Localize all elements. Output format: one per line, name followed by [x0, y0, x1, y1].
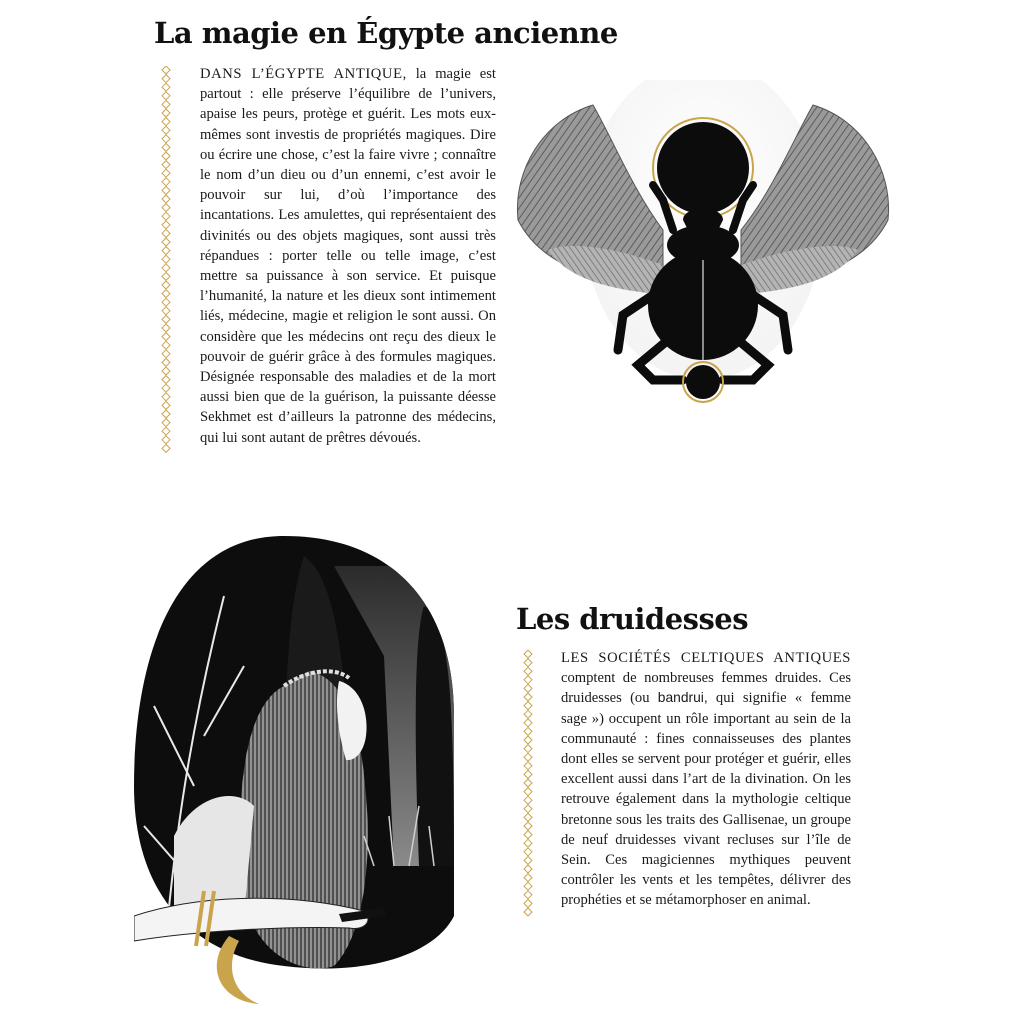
diamond-ornament — [162, 109, 170, 117]
diamond-ornament — [524, 813, 532, 821]
diamond-ornament — [162, 169, 170, 177]
diamond-ornament — [524, 676, 532, 684]
druids-lead: LES SOCIÉTÉS CELTIQUES ANTIQUES — [561, 650, 851, 666]
diamond-ornament — [524, 659, 532, 667]
egypt-body: la magie est partout : elle préserve l’équilibre de l’univers, apaise les peurs, protège et guérit. Les mots eux-mêmes sont investis de propriétés magiques. Dire ou écrire une chose, c’est la faire vivre ; connaître le nom d’un dieu ou d’un ennemi, c’est avoir le pouvoir sur lui, d’où l’importance des incantations. Les amulettes, qui représentaient des divinités ou des objets magiques, sont aussi très répandues : porter telle ou telle image, c’est mettre sa puissance à son service. Et puisque l’humanité, la nature et les dieux sont intimement liés, médecine, magie et religion le sont aussi. On considère que les médecins ont reçu des dieux le pouvoir de guérir grâce à des formules magiques. Désignée responsable des maladies et de la mort aussi bien que de la guérison, la puissante déesse Sekhmet est d’ailleurs la patronne des médecins, qui lui sont autant de prêtres dévoués. — [200, 66, 496, 446]
diamond-ornament — [162, 118, 170, 126]
diamond-ornament — [162, 255, 170, 263]
diamond-ornament — [524, 667, 532, 675]
diamond-ornament — [524, 788, 532, 796]
diamond-ornament — [162, 341, 170, 349]
diamond-ornament — [524, 727, 532, 735]
diamond-ornament — [162, 221, 170, 229]
diamond-ornament — [162, 247, 170, 255]
diamond-ornament — [524, 684, 532, 692]
diamond-ornament — [162, 100, 170, 108]
diamond-ornament — [162, 135, 170, 143]
diamond-ornament — [524, 719, 532, 727]
diamond-ornament — [162, 393, 170, 401]
druids-section-text — [561, 648, 851, 911]
diamond-ornament — [524, 831, 532, 839]
diamond-ornament — [162, 358, 170, 366]
diamond-ornament — [162, 290, 170, 298]
diamond-ornament — [524, 702, 532, 710]
diamond-ornament — [162, 204, 170, 212]
diamond-ornament — [524, 865, 532, 873]
diamond-ornament — [162, 75, 170, 83]
diamond-ornament — [524, 874, 532, 882]
diamond-ornament — [162, 161, 170, 169]
diamond-ornament — [162, 281, 170, 289]
egypt-section-title: La magie en Égypte ancienne — [154, 16, 618, 50]
diamond-ornament — [162, 229, 170, 237]
diamond-ornament — [162, 427, 170, 435]
diamond-ornament — [162, 410, 170, 418]
diamond-rule-egypt — [160, 66, 172, 458]
diamond-ornament — [162, 384, 170, 392]
diamond-ornament — [162, 324, 170, 332]
diamond-ornament — [162, 143, 170, 151]
druidess-portrait-icon — [134, 536, 514, 1006]
diamond-ornament — [162, 350, 170, 358]
diamond-ornament — [162, 307, 170, 315]
diamond-ornament — [162, 376, 170, 384]
egypt-section-text — [200, 64, 496, 448]
diamond-ornament — [162, 419, 170, 427]
diamond-ornament — [162, 367, 170, 375]
diamond-ornament — [524, 839, 532, 847]
diamond-ornament — [162, 83, 170, 91]
diamond-ornament — [524, 762, 532, 770]
diamond-ornament — [524, 822, 532, 830]
egypt-lead: DANS L’ÉGYPTE ANTIQUE, — [200, 66, 407, 82]
diamond-ornament — [162, 436, 170, 444]
diamond-ornament — [162, 66, 170, 74]
diamond-ornament — [162, 212, 170, 220]
diamond-ornament — [162, 92, 170, 100]
diamond-ornament — [162, 444, 170, 452]
diamond-ornament — [162, 178, 170, 186]
druids-section-title: Les druidesses — [516, 602, 749, 636]
diamond-ornament — [524, 693, 532, 701]
diamond-ornament — [524, 745, 532, 753]
diamond-ornament — [524, 908, 532, 916]
diamond-ornament — [162, 401, 170, 409]
diamond-ornament — [524, 650, 532, 658]
druids-body-a: comptent de nombreuses femmes druides. Ces druidesses (ou — [561, 670, 851, 707]
diamond-rule-druids — [522, 650, 534, 922]
diamond-ornament — [524, 805, 532, 813]
diamond-ornament — [162, 272, 170, 280]
diamond-ornament — [162, 152, 170, 160]
diamond-ornament — [524, 899, 532, 907]
diamond-ornament — [524, 882, 532, 890]
diamond-ornament — [162, 264, 170, 272]
diamond-ornament — [524, 856, 532, 864]
bandrui-term: bandrui, — [657, 690, 708, 706]
diamond-ornament — [524, 891, 532, 899]
diamond-ornament — [162, 298, 170, 306]
diamond-ornament — [162, 195, 170, 203]
diamond-ornament — [162, 186, 170, 194]
diamond-ornament — [162, 238, 170, 246]
diamond-ornament — [524, 770, 532, 778]
diamond-ornament — [524, 796, 532, 804]
diamond-ornament — [524, 710, 532, 718]
diamond-ornament — [524, 779, 532, 787]
druids-body-b: qui signifie « femme sage ») occupent un rôle important au sein de la communauté : fines connaisseuses des plantes dont elles se servent pour protéger et guérir, elles excellent aussi dans l’art de la divination. On les retrouve également dans la mythologie celtique bretonne sous les traits des Gallisenae, un groupe de neuf druidesses vivant recluses sur l’île de Sein. Ces magiciennes mythiques peuvent contrôler les vents et les tempêtes, délivrer des prophéties et se métamorphoser en animal. — [561, 690, 851, 909]
diamond-ornament — [162, 126, 170, 134]
diamond-ornament — [524, 753, 532, 761]
diamond-ornament — [162, 333, 170, 341]
winged-scarab-icon — [513, 80, 893, 410]
diamond-ornament — [524, 736, 532, 744]
diamond-ornament — [524, 848, 532, 856]
diamond-ornament — [162, 315, 170, 323]
